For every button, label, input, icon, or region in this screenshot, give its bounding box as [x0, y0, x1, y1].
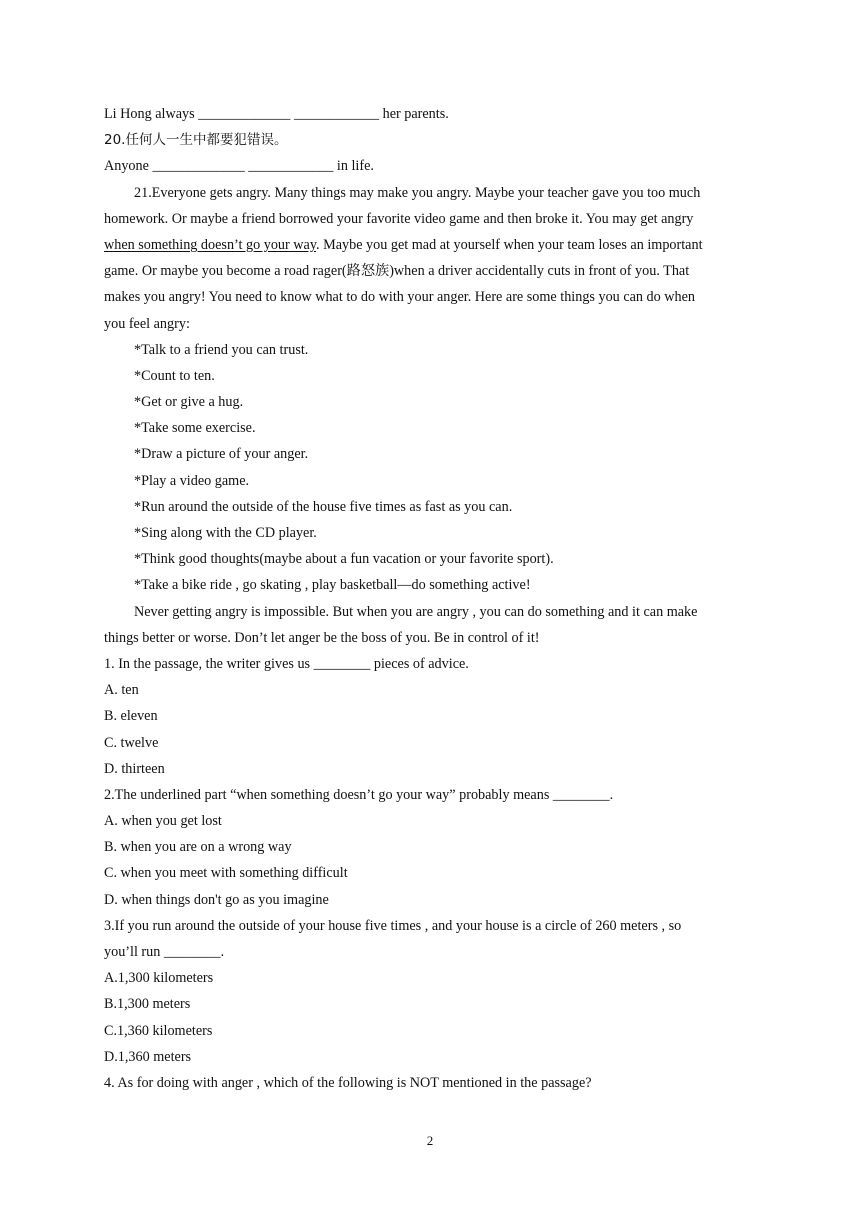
tip-item: *Play a video game. — [134, 472, 250, 489]
q20-answer-line: Anyone _____________ ____________ in life. — [104, 158, 374, 175]
tip-item: *Get or give a hug. — [134, 394, 244, 411]
tip-item: *Count to ten. — [134, 367, 215, 384]
question-3-line-1: 3.If you run around the outside of your house five times , and your house is a circle of 260 meters , so — [104, 917, 682, 934]
closing-line-1: Never getting angry is impossible. But when you are angry , you can do something and it can make — [134, 603, 698, 620]
tip-item: *Run around the outside of the house five times as fast as you can. — [134, 498, 513, 515]
passage-line-1: 21.Everyone gets angry. Many things may make you angry. Maybe your teacher gave you too much — [134, 184, 701, 201]
question-3-option-b: B.1,300 meters — [104, 996, 191, 1013]
tip-item: *Draw a picture of your anger. — [134, 446, 309, 463]
question-2-option-b: B. when you are on a wrong way — [104, 839, 292, 856]
tip-item: *Take a bike ride , go skating , play basketball—do something active! — [134, 577, 531, 594]
passage-line-6: you feel angry: — [104, 315, 190, 332]
question-3-option-d: D.1,360 meters — [104, 1048, 192, 1065]
tip-item: *Think good thoughts(maybe about a fun vacation or your favorite sport). — [134, 551, 554, 568]
closing-line-2: things better or worse. Don’t let anger be the boss of you. Be in control of it! — [104, 629, 540, 646]
question-4: 4. As for doing with anger , which of the following is NOT mentioned in the passage? — [104, 1074, 592, 1091]
question-2-option-d: D. when things don't go as you imagine — [104, 891, 329, 908]
question-1: 1. In the passage, the writer gives us ________ pieces of advice. — [104, 655, 469, 672]
question-1-option-d: D. thirteen — [104, 760, 165, 777]
question-1-option-b: B. eleven — [104, 708, 158, 725]
question-2: 2.The underlined part “when something doesn’t go your way” probably means ________. — [104, 786, 614, 803]
question-3-option-c: C.1,360 kilometers — [104, 1022, 213, 1039]
passage-line-2: homework. Or maybe a friend borrowed your favorite video game and then broke it. You may get angry — [104, 210, 694, 227]
page-number: 2 — [426, 1133, 434, 1148]
question-2-option-c: C. when you meet with something difficult — [104, 865, 348, 882]
page-content — [104, 101, 756, 1096]
question-3-option-a: A.1,300 kilometers — [104, 970, 214, 987]
passage-line-5: makes you angry! You need to know what to do with your anger. Here are some things you can do when — [104, 289, 696, 306]
q20-prompt: 20.任何人一生中都要犯错误。 — [104, 132, 288, 149]
tip-item: *Talk to a friend you can trust. — [134, 341, 309, 358]
question-3-line-2: you’ll run ________. — [104, 944, 225, 960]
question-1-option-a: A. ten — [104, 682, 139, 699]
underlined-phrase: when something doesn’t go your way — [104, 236, 316, 253]
passage-line-3-rest: . Maybe you get mad at yourself when your team loses an important — [316, 236, 703, 253]
passage-line-3 — [104, 232, 756, 258]
tip-item: *Take some exercise. — [134, 420, 256, 437]
q19-answer-line: Li Hong always _____________ ____________ her parents. — [104, 106, 449, 122]
passage-line-4: game. Or maybe you become a road rager(路怒族)when a driver accidentally cuts in front of you. That — [104, 263, 690, 280]
tip-item: *Sing along with the CD player. — [134, 525, 317, 541]
question-2-option-a: A. when you get lost — [104, 813, 222, 830]
question-1-option-c: C. twelve — [104, 734, 159, 751]
